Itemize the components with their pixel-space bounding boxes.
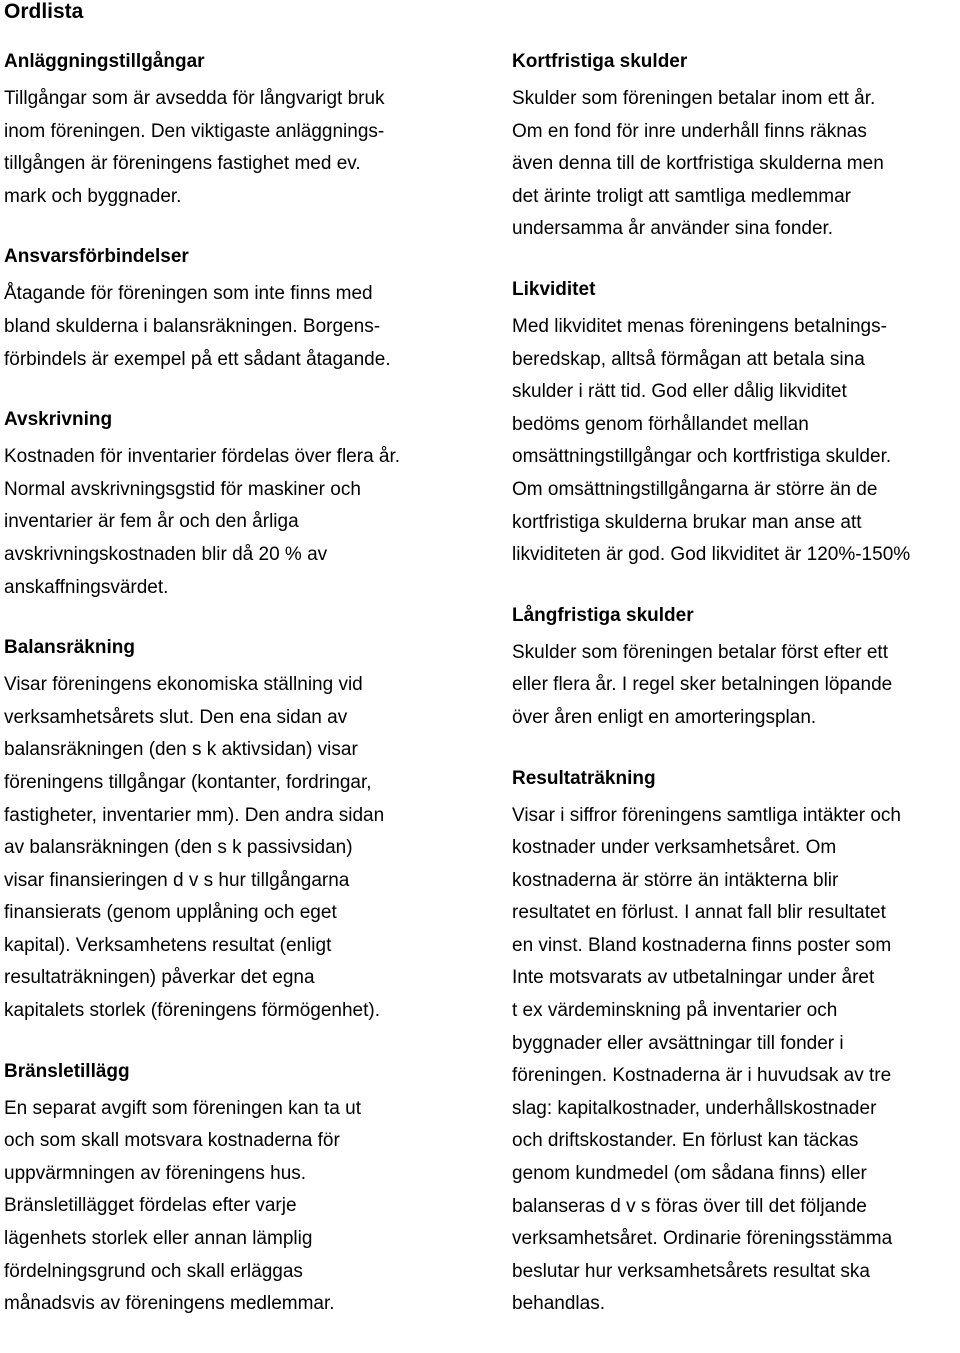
definition-line: bedöms genom förhållandet mellan (512, 413, 809, 435)
glossary-entry (512, 604, 958, 735)
definition-line: resultatet en förlust. I annat fall blir resultatet (512, 902, 886, 924)
glossary-entry (512, 278, 958, 572)
definition-line: slag: kapitalkostnader, underhållskostnader (512, 1097, 877, 1119)
definition-line: kostnader under verksamhetsåret. Om (512, 837, 837, 859)
glossary-entry (4, 408, 474, 604)
definition-line: finansierats (genom upplåning och eget (4, 902, 337, 924)
definition-line: Om en fond för inre underhåll finns räknas (512, 120, 867, 142)
definition-line: Åtagande för föreningen som inte finns med (4, 283, 373, 305)
definition-line: inom föreningen. Den viktigaste anläggnings- (4, 120, 385, 142)
definition-line: behandlas. (512, 1293, 605, 1315)
term-heading: Ansvarsförbindelser (4, 246, 189, 268)
definition-line: resultaträkningen) påverkar det egna (4, 967, 315, 989)
definition-line: verksamhetsåret. Ordinarie föreningsstämma (512, 1228, 893, 1250)
page-title: Ordlista (4, 0, 84, 23)
definition-line: kapitalets storlek (föreningens förmögenhet). (4, 1000, 380, 1022)
term-heading: Kortfristiga skulder (512, 51, 688, 72)
term-heading: Avskrivning (4, 409, 113, 431)
definition-line: fördelningsgrund och skall erläggas (4, 1260, 303, 1282)
definition-line: en vinst. Bland kostnaderna finns poster som (512, 934, 892, 956)
definition-line: uppvärmningen av föreningens hus. (4, 1162, 307, 1184)
definition-line: förbindels är exempel på ett sådant åtagande. (4, 348, 391, 370)
definition-line: av balansräkningen (den s k passivsidan) (4, 837, 353, 859)
definition-line: och driftskostander. En förlust kan täckas (512, 1130, 859, 1152)
definition-line: tillgången är föreningens fastighet med ev. (4, 153, 361, 175)
definition-line: eller flera år. I regel sker betalningen löpande (512, 674, 893, 696)
definition-line: föreningens tillgångar (kontanter, fordringar, (4, 771, 372, 793)
definition-line: beredskap, alltså förmågan att betala sina (512, 348, 865, 370)
definition-line: Kostnaden för inventarier fördelas över flera år. (4, 446, 401, 468)
definition-line: kortfristiga skulderna brukar man anse att (512, 511, 862, 533)
definition-line: verksamhetsårets slut. Den ena sidan av (4, 706, 348, 728)
definition-line: Bränsletillägget fördelas efter varje (4, 1195, 297, 1217)
definition-line: Tillgångar som är avsedda för långvarigt bruk (4, 88, 385, 109)
right-column (512, 50, 958, 1353)
definition-line: En separat avgift som föreningen kan ta ut (4, 1097, 361, 1119)
definition-line: Visar föreningens ekonomiska ställning vid (4, 674, 363, 696)
definition-line: Skulder som föreningen betalar inom ett år. (512, 88, 876, 109)
definition-line: visar finansieringen d v s hur tillgångarna (4, 869, 350, 891)
definition-line: inventarier är fem år och den årliga (4, 511, 299, 533)
definition-line: balansräkningen (den s k aktivsidan) visar (4, 739, 358, 761)
definition-line: avskrivningskostnaden blir då 20 % av (4, 543, 328, 565)
definition-line: t ex värdeminskning på inventarier och (512, 1000, 838, 1022)
definition-line: Med likviditet menas föreningens betalnings- (512, 315, 887, 337)
glossary-entry (4, 1060, 474, 1321)
term-heading: Likviditet (512, 278, 596, 300)
glossary-entry (512, 767, 958, 1322)
definition-line: det ärinte troligt att samtliga medlemmar (512, 185, 851, 207)
definition-line: fastigheter, inventarier mm). Den andra sidan (4, 804, 385, 826)
definition-line: Om omsättningstillgångarna är större än de (512, 478, 878, 500)
glossary-entry (512, 50, 958, 246)
definition-line: balanseras d v s föras över till det följande (512, 1195, 867, 1217)
definition-line: likviditeten är god. God likviditet är 120%-150% (512, 544, 911, 566)
definition-line: omsättningstillgångar och kortfristiga skulder. (512, 446, 892, 468)
definition-line: genom kundmedel (om sådana finns) eller (512, 1163, 867, 1185)
definition-line: kapital). Verksamhetens resultat (enligt (4, 934, 332, 956)
term-heading: Anläggningstillgångar (4, 51, 205, 72)
term-heading: Långfristiga skulder (512, 604, 694, 626)
definition-line: föreningen. Kostnaderna är i huvudsak av tre (512, 1065, 892, 1087)
definition-line: lägenhets storlek eller annan lämplig (4, 1228, 313, 1250)
definition-line: byggnader eller avsättningar till fonder i (512, 1032, 844, 1054)
definition-line: även denna till de kortfristiga skulderna men (512, 153, 884, 175)
definition-line: mark och byggnader. (4, 185, 182, 207)
definition-line: Normal avskrivningsgstid för maskiner och (4, 478, 361, 500)
definition-line: Inte motsvarats av utbetalningar under året (512, 967, 875, 989)
glossary-entry (4, 636, 474, 1028)
definition-line: skulder i rätt tid. God eller dålig likviditet (512, 381, 847, 403)
glossary-entry (4, 245, 474, 376)
term-heading: Balansräkning (4, 637, 135, 659)
definition-line: över åren enligt en amorteringsplan. (512, 706, 817, 728)
definition-line: beslutar hur verksamhetsårets resultat ska (512, 1260, 870, 1282)
definition-line: månadsvis av föreningens medlemmar. (4, 1293, 335, 1315)
definition-line: Skulder som föreningen betalar först efter ett (512, 641, 888, 663)
glossary-entry (4, 50, 474, 213)
definition-line: bland skulderna i balansräkningen. Borgens- (4, 315, 381, 337)
definition-line: och som skall motsvara kostnaderna för (4, 1130, 340, 1152)
definition-line: anskaffningsvärdet. (4, 576, 169, 598)
left-column (4, 50, 474, 1353)
definition-line: kostnaderna är större än intäkterna blir (512, 869, 839, 891)
term-heading: Resultaträkning (512, 767, 656, 789)
term-heading: Bränsletillägg (4, 1060, 130, 1082)
definition-line: Visar i siffror föreningens samtliga intäkter och (512, 804, 901, 826)
definition-line: undersamma år använder sina fonder. (512, 218, 834, 240)
